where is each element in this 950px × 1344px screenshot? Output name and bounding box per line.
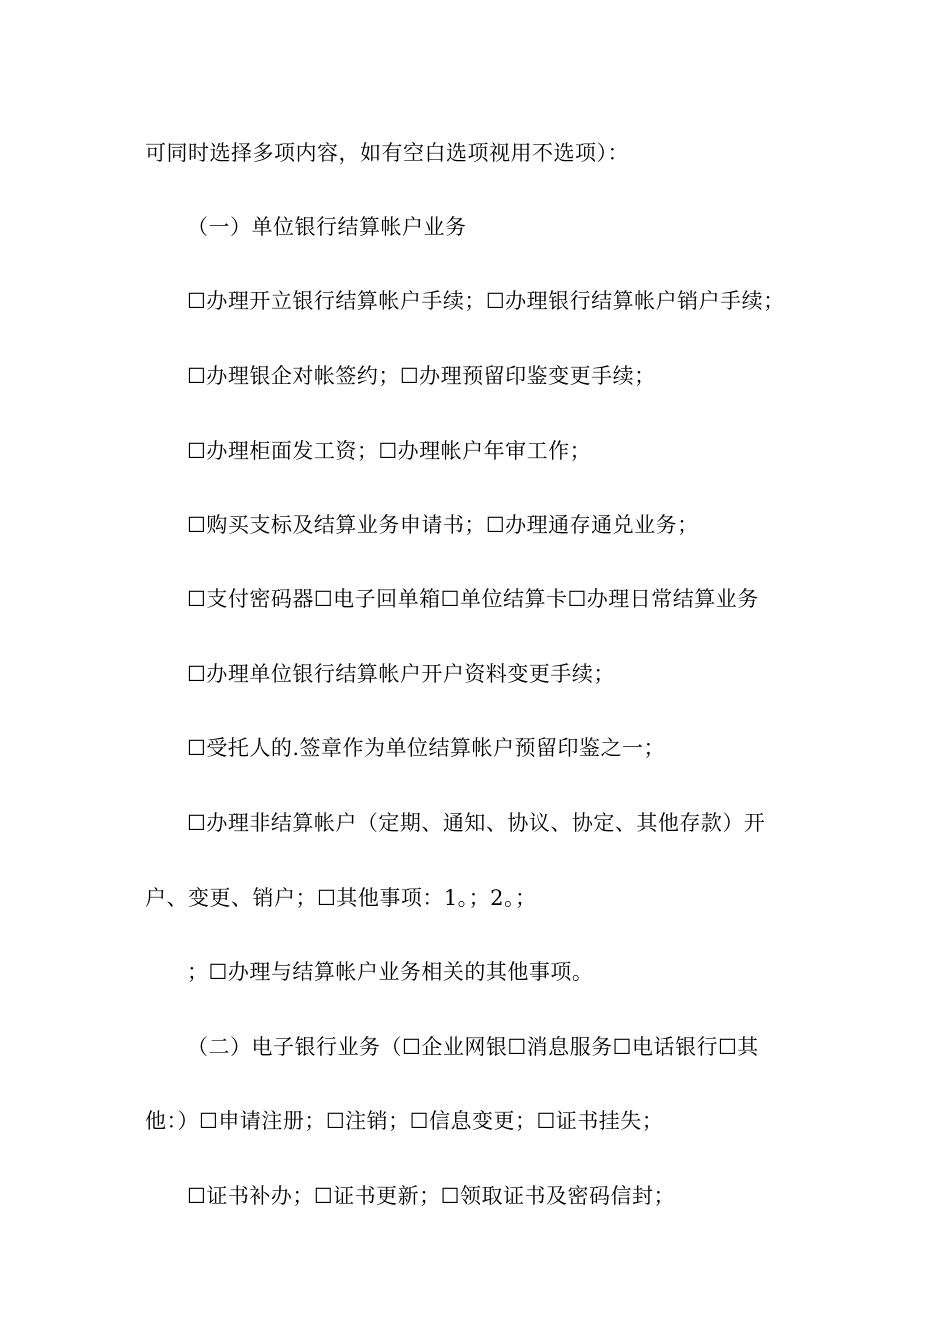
- paragraph-line-trustee-seal: ☐受托人的.签章作为单位结算帐户预留印鉴之一；: [187, 736, 665, 760]
- paragraph-line-other-related: ；☐办理与结算帐户业务相关的其他事项。: [187, 960, 594, 984]
- paragraph-line-intro: 可同时选择多项内容，如有空白选项视用不选项）：: [145, 141, 629, 165]
- paragraph-line-e-banking-actions: 他：）☐申请注册；☐注销；☐信息变更；☐证书挂失；: [145, 1109, 664, 1133]
- paragraph-line-account-open-close: ☐办理开立银行结算帐户手续；☐办理银行结算帐户销户手续；: [187, 289, 785, 313]
- section-heading-settlement-account: （一）单位银行结算帐户业务: [187, 215, 467, 239]
- paragraph-line-devices-daily: ☐支付密码器☐电子回单箱☐单位结算卡☐办理日常结算业务: [187, 587, 759, 611]
- paragraph-line-cheque-deposit: ☐购买支标及结算业务申请书；☐办理通存通兑业务；: [187, 513, 699, 537]
- paragraph-line-payroll-annual-review: ☐办理柜面发工资；☐办理帐户年审工作；: [187, 439, 592, 463]
- paragraph-line-info-change: ☐办理单位银行结算帐户开户资料变更手续；: [187, 662, 615, 686]
- paragraph-line-reconciliation-seal: ☐办理银企对帐签约；☐办理预留印鉴变更手续；: [187, 364, 656, 388]
- paragraph-line-non-settlement-1: ☐办理非结算帐户（定期、通知、协议、协定、其他存款）开: [187, 811, 766, 835]
- paragraph-line-non-settlement-2: 户、变更、销户；☐其他事项：1。；2。；: [145, 886, 537, 910]
- section-heading-e-banking: （二）电子银行业务（☐企业网银☐消息服务☐电话银行☐其: [187, 1035, 759, 1059]
- paragraph-line-certificate-actions: ☐证书补办；☐证书更新；☐领取证书及密码信封；: [187, 1184, 675, 1208]
